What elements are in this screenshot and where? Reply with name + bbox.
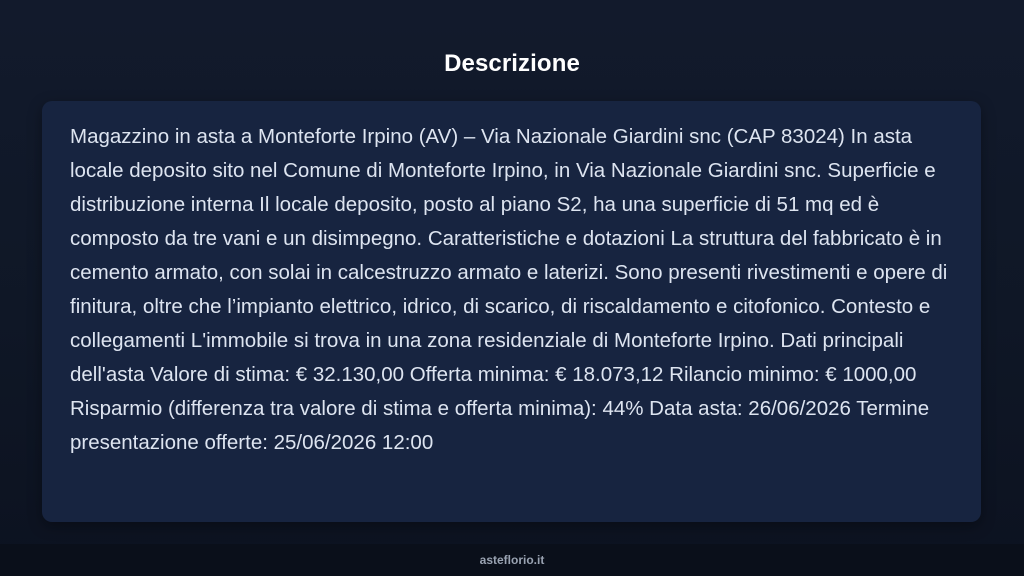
description-text: Magazzino in asta a Monteforte Irpino (AV) – Via Nazionale Giardini snc (CAP 83024) In asta locale deposito sito nel Comune di Monteforte Irpino, in Via Nazionale Giardini snc. Superficie e distribuzione interna Il locale deposito, posto al piano S2, ha una superficie di 51 mq ed è composto da tre vani e un disimpegno. Caratteristiche e dotazioni La struttura del fabbricato è in cemento armato, con solai in calcestruzzo armato e laterizi. Sono presenti rivestimenti e opere di finitura, oltre che l’impianto elettrico, idrico, di scarico, di riscaldamento e citofonico. Contesto e collegamenti L'immobile si trova in una zona residenziale di Monteforte Irpino. Dati principali dell'asta Valore di stima: € 32.130,00 Offerta minima: € 18.073,12 Rilancio minimo: € 1000,00 Risparmio (differenza tra valore di stima e offerta minima): 44% Data asta: 26/06/2026 Termine presentazione offerte: 25/06/2026 12:00	[70, 125, 948, 454]
footer	[0, 544, 1024, 576]
page-title: Descrizione	[444, 50, 580, 77]
description-card	[42, 101, 981, 522]
footer-brand: asteflorio.it	[479, 553, 545, 567]
